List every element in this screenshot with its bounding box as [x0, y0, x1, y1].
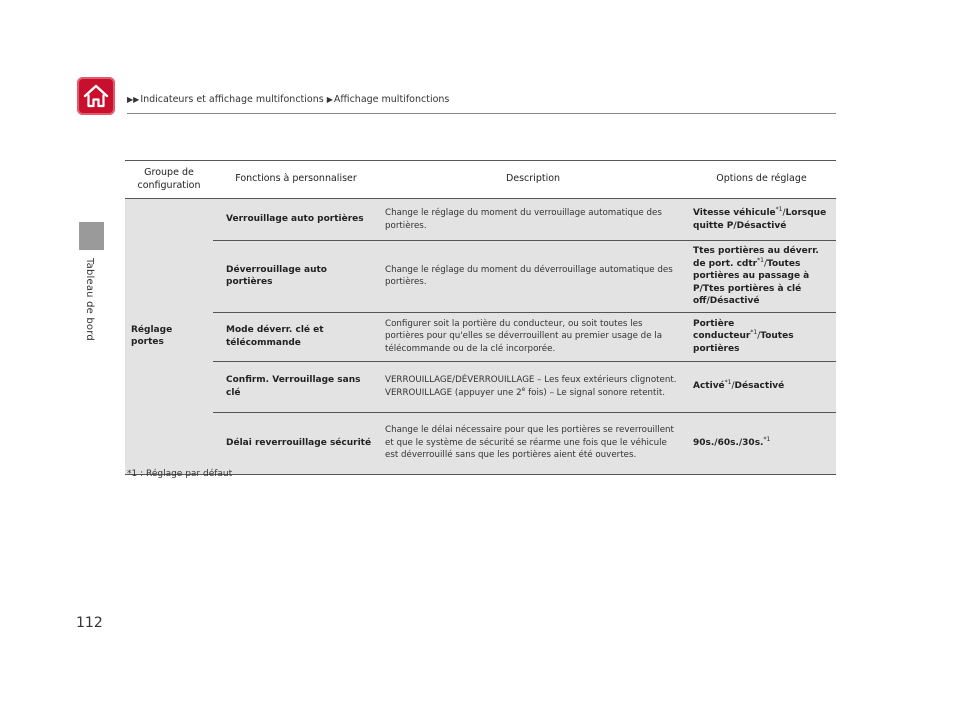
- description-cell: Configurer soit la portière du conducteur, ou soit toutes les portières pour qu'elles se déverrouillent au premier usage de la télécommande ou de la clé incorporée.: [379, 312, 687, 361]
- option-values: Lorsque quitte P/Désactivé: [693, 208, 827, 231]
- option-default: Ttes portières au déverr. de port. cdtr: [693, 246, 819, 269]
- column-header-function: Fonctions à personnaliser: [213, 161, 379, 199]
- table-row: [125, 412, 836, 474]
- options-cell: [687, 241, 836, 313]
- options-cell: [687, 412, 836, 474]
- option-separator: /: [763, 258, 767, 269]
- sidebar-tab-marker: [79, 222, 104, 250]
- breadcrumb-item[interactable]: Indicateurs et affichage multifonctions: [140, 94, 324, 105]
- option-values: Toutes portières: [693, 331, 794, 354]
- option-values: 90s./60s./30s.: [693, 437, 764, 448]
- description-line: VERROUILLAGE (appuyer une 2: [385, 387, 522, 398]
- description-line: VERROUILLAGE/DÉVERROUILLAGE – Les feux extérieurs clignotent.: [385, 375, 677, 385]
- description-cell: Change le réglage du moment du déverrouillage automatique des portières.: [379, 241, 687, 313]
- description-cell: Change le délai nécessaire pour que les portières se reverrouillent et que le système de sécurité se réarme une fois que le véhicule est déverrouillé sans que les portières aient été ouvertes.: [379, 412, 687, 474]
- column-header-group: Groupe de configuration: [125, 161, 213, 199]
- option-default: Activé: [693, 381, 725, 392]
- table-row: [125, 361, 836, 412]
- default-marker: *1: [724, 379, 732, 387]
- default-marker: *1: [750, 329, 758, 337]
- table-row: [125, 199, 836, 241]
- header-divider: [127, 113, 836, 114]
- options-cell: [687, 361, 836, 412]
- table-row: [125, 312, 836, 361]
- options-cell: [687, 199, 836, 241]
- function-cell: Verrouillage auto portières: [213, 199, 379, 241]
- settings-table: [125, 160, 836, 475]
- function-cell: Délai reverrouillage sécurité: [213, 412, 379, 474]
- breadcrumb-arrow-icon: ▶▶: [127, 95, 140, 104]
- group-cell: Réglage portes: [125, 199, 213, 475]
- column-header-options: Options de réglage: [687, 161, 836, 199]
- description-line: fois) – Le signal sonore retentit.: [525, 387, 666, 398]
- option-values: Désactivé: [734, 381, 785, 392]
- option-default: Portière conducteur: [693, 318, 751, 342]
- default-marker: *1: [775, 206, 783, 213]
- default-marker: *1: [763, 435, 771, 443]
- home-icon: [82, 82, 110, 110]
- option-separator: /: [782, 208, 786, 218]
- function-cell: Confirm. Verrouillage sans clé: [213, 361, 379, 412]
- home-button[interactable]: [77, 77, 115, 115]
- breadcrumb-item[interactable]: Affichage multifonctions: [333, 94, 450, 105]
- option-default: Vitesse véhicule: [693, 208, 776, 218]
- breadcrumb: [127, 94, 449, 105]
- description-cell: [379, 361, 687, 412]
- option-values: Toutes portières au passage à P/Ttes portières à clé off/Désactivé: [693, 258, 810, 306]
- option-separator: /: [731, 381, 735, 392]
- description-cell: Change le réglage du moment du verrouillage automatique des portières.: [379, 199, 687, 241]
- option-separator: /: [757, 331, 761, 342]
- column-header-description: Description: [379, 161, 687, 199]
- function-cell: Mode déverr. clé et télécommande: [213, 312, 379, 361]
- function-cell: Déverrouillage auto portières: [213, 241, 379, 313]
- options-cell: [687, 312, 836, 361]
- sidebar-section-label: Tableau de bord: [84, 258, 95, 341]
- table-row: [125, 241, 836, 313]
- default-marker: *1: [757, 256, 764, 264]
- table-header-row: [125, 161, 836, 199]
- page-number: 112: [76, 615, 103, 631]
- footnote: *1 : Réglage par défaut: [127, 469, 233, 479]
- ordinal-suffix: e: [521, 385, 526, 393]
- breadcrumb-arrow-icon: ▶: [326, 95, 333, 104]
